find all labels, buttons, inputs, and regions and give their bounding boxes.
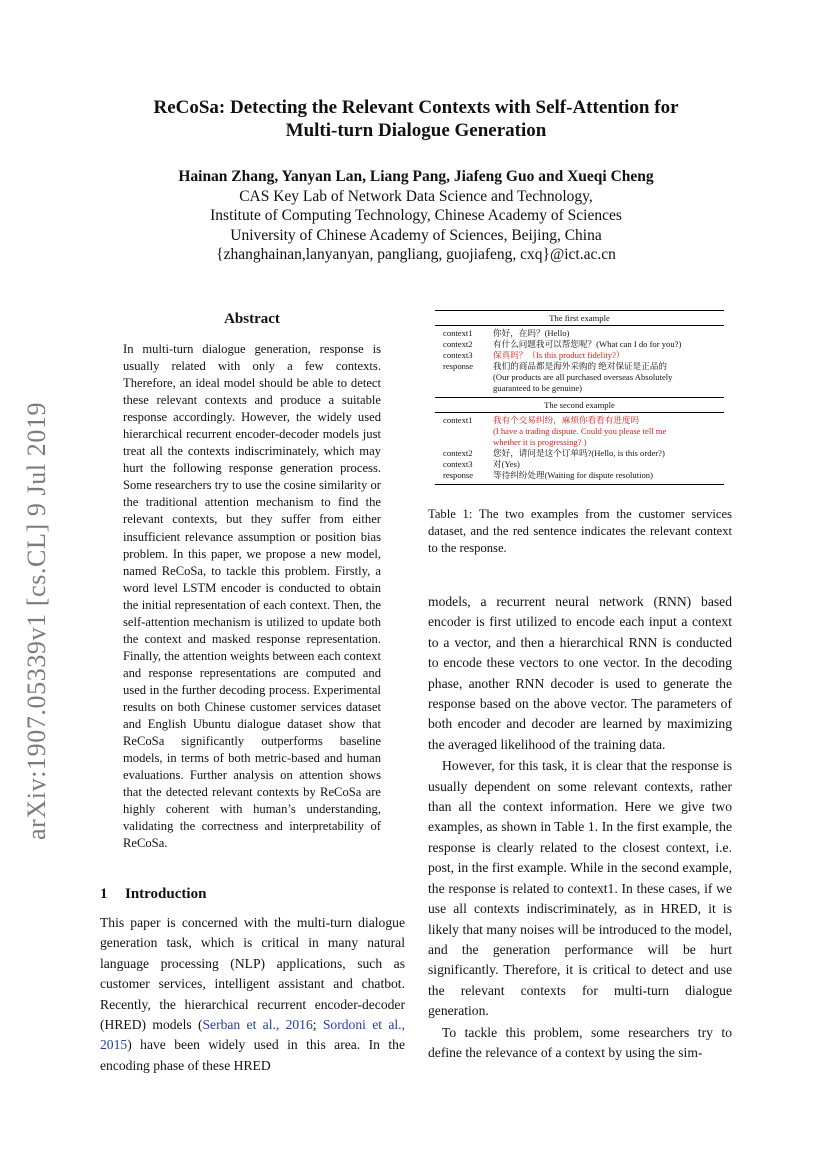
row-text: 你好，在吗？(Hello)	[493, 328, 570, 338]
table-group-title: The second example	[544, 400, 615, 410]
body-paragraph: models, a recurrent neural network (RNN) based encoder is first utilized to encode each input a context to a vector, and then a hierarchical RNN is conducted to encode these vectors to one vector. In the decoding phase, another RNN decoder is used to generate the response based on the above vector. The parameters of both encoder and decoder are learned by maximizing the averaged likelihood of the training data.	[428, 594, 732, 752]
row-text-line: whether it is progressing? )	[493, 437, 587, 447]
citation-link[interactable]: Sordoni et al., 2015	[100, 1017, 405, 1053]
author-block	[100, 167, 732, 265]
paper-title	[100, 96, 732, 142]
table-row	[435, 328, 724, 339]
affiliation-line-3: University of Chinese Academy of Sciences, Beijing, China	[230, 226, 602, 244]
arxiv-stamp: arXiv:1907.05339v1 [cs.CL] 9 Jul 2019	[22, 401, 51, 840]
section-number: 1	[100, 886, 108, 902]
right-column-text	[428, 592, 732, 1063]
row-text: 等待纠纷处理(Waiting for dispute resolution)	[493, 470, 653, 480]
section-title: Introduction	[125, 886, 207, 902]
title-line-2: Multi-turn Dialogue Generation	[285, 120, 547, 141]
row-text-highlighted	[493, 415, 724, 448]
row-label: context2	[443, 448, 473, 458]
abstract-heading: Abstract	[224, 311, 280, 327]
row-label: context3	[443, 350, 473, 360]
row-text: 对(Yes)	[493, 459, 520, 469]
row-text-line: (Our products are all purchased overseas Absolutely	[493, 372, 673, 382]
example-table	[435, 310, 724, 485]
affiliation-line-1: CAS Key Lab of Network Data Science and Technology,	[239, 187, 593, 205]
row-label: response	[443, 361, 474, 371]
table-caption: Table 1: The two examples from the customer services dataset, and the red sentence indicates the relevant context to the response.	[428, 507, 732, 555]
table-row-relevant	[435, 415, 724, 448]
row-label: context1	[443, 415, 473, 425]
table-row	[435, 470, 724, 481]
row-label: context3	[443, 459, 473, 469]
affiliation-line-2: Institute of Computing Technology, Chinese Academy of Sciences	[210, 207, 622, 224]
table-row	[435, 459, 724, 470]
table-row-relevant	[435, 350, 724, 361]
table-bottom-rule	[435, 484, 724, 485]
table-group-title: The first example	[549, 313, 610, 323]
author-emails: {zhanghainan,lanyanyan, pangliang, guojiafeng, cxq}@ict.ac.cn	[216, 246, 616, 263]
row-label: response	[443, 470, 474, 480]
citation-link[interactable]: Serban et al., 2016	[202, 1017, 313, 1033]
intro-text-start: This paper is concerned with the multi-turn dialogue generation task, which is critical in many natural language processing (NLP) applications, such as customer services, intelligent assistant and chatbot. Recently, the hierarchical recurrent encoder-decoder (HRED) models (	[100, 915, 405, 1033]
row-text-line: (I have a trading dispute. Could you please tell me	[493, 426, 667, 436]
author-list: Hainan Zhang, Yanyan Lan, Liang Pang, Jiafeng Guo and Xueqi Cheng	[178, 168, 654, 185]
citation-separator: ;	[312, 1017, 323, 1033]
abstract-text: In multi-turn dialogue generation, response is usually related with only a few contexts. Therefore, an ideal model should be able to detect these relevant contexts and produce a suitable response accordingly. However, the widely used hierarchical recurrent encoder-decoder models just treat all the contexts indiscriminately, which may hurt the following response generation process. Some researchers try to use the cosine similarity or the traditional attention mechanism to find the relevant contexts, but they suffer from either insufficient relevance assumption or position bias problem. In this paper, we propose a new model, named ReCoSa, to tackle this problem. Firstly, a word level LSTM encoder is conducted to obtain the initial representation of each context. Then, the self-attention mechanism is utilized to update both the context and masked response representation. Finally, the attention weights between each context and response representations are computed and used in the further decoding process. Experimental results on both Chinese customer services dataset and English Ubuntu dialogue dataset show that ReCoSa significantly outperforms baseline models, in terms of both metric-based and human evaluations. Further analysis on attention shows that the detected relevant contexts by ReCoSa are highly coherent with human’s understanding, validating the correctness and interpretability of ReCoSa.	[123, 342, 381, 851]
row-text	[493, 361, 724, 394]
body-paragraph: However, for this task, it is clear that the response is usually dependent on some relevant contexts, rather than all the context information. Here we give two examples, as shown in Table 1. In the first example, the response is clearly related to the closest context, i.e. post, in the first example. While in the second example, the response is related to context1. In these cases, if we use all contexts indiscriminately, as in HRED, it is likely that many noises will be introduced to the model, and the generation performance will be hurt significantly. Therefore, it is critical to detect and use the relevant contexts for multi-turn dialogue generation.	[428, 758, 732, 1019]
table-group-first	[435, 326, 724, 397]
row-text-line: 我有个交易纠纷，麻烦你看看有进度吗	[493, 415, 640, 425]
table-group-second	[435, 413, 724, 484]
row-label: context1	[443, 328, 473, 338]
row-text-line: 我们的商品都是海外采购的 绝对保证是正品的	[493, 361, 668, 371]
intro-text-end: ) have been widely used in this area. In the encoding phase of these HRED	[100, 1037, 405, 1073]
table-row	[435, 361, 724, 394]
row-text: 您好，请问是这个订单吗?(Hello, is this order?)	[493, 448, 665, 458]
row-text-line: guaranteed to be genuine)	[493, 383, 583, 393]
row-label: context2	[443, 339, 473, 349]
body-paragraph: To tackle this problem, some researchers try to define the relevance of a context by using the sim-	[428, 1024, 732, 1060]
table-row	[435, 448, 724, 459]
title-line-1: ReCoSa: Detecting the Relevant Contexts with Self-Attention for	[153, 97, 679, 118]
intro-paragraph	[100, 913, 405, 1076]
section-heading-introduction	[100, 886, 206, 903]
row-text-highlighted: 保真吗？（Is this product fidelity?）	[493, 350, 625, 360]
table-row	[435, 339, 724, 350]
row-text: 有什么问题我可以帮您呢？(What can I do for you?)	[493, 339, 682, 349]
